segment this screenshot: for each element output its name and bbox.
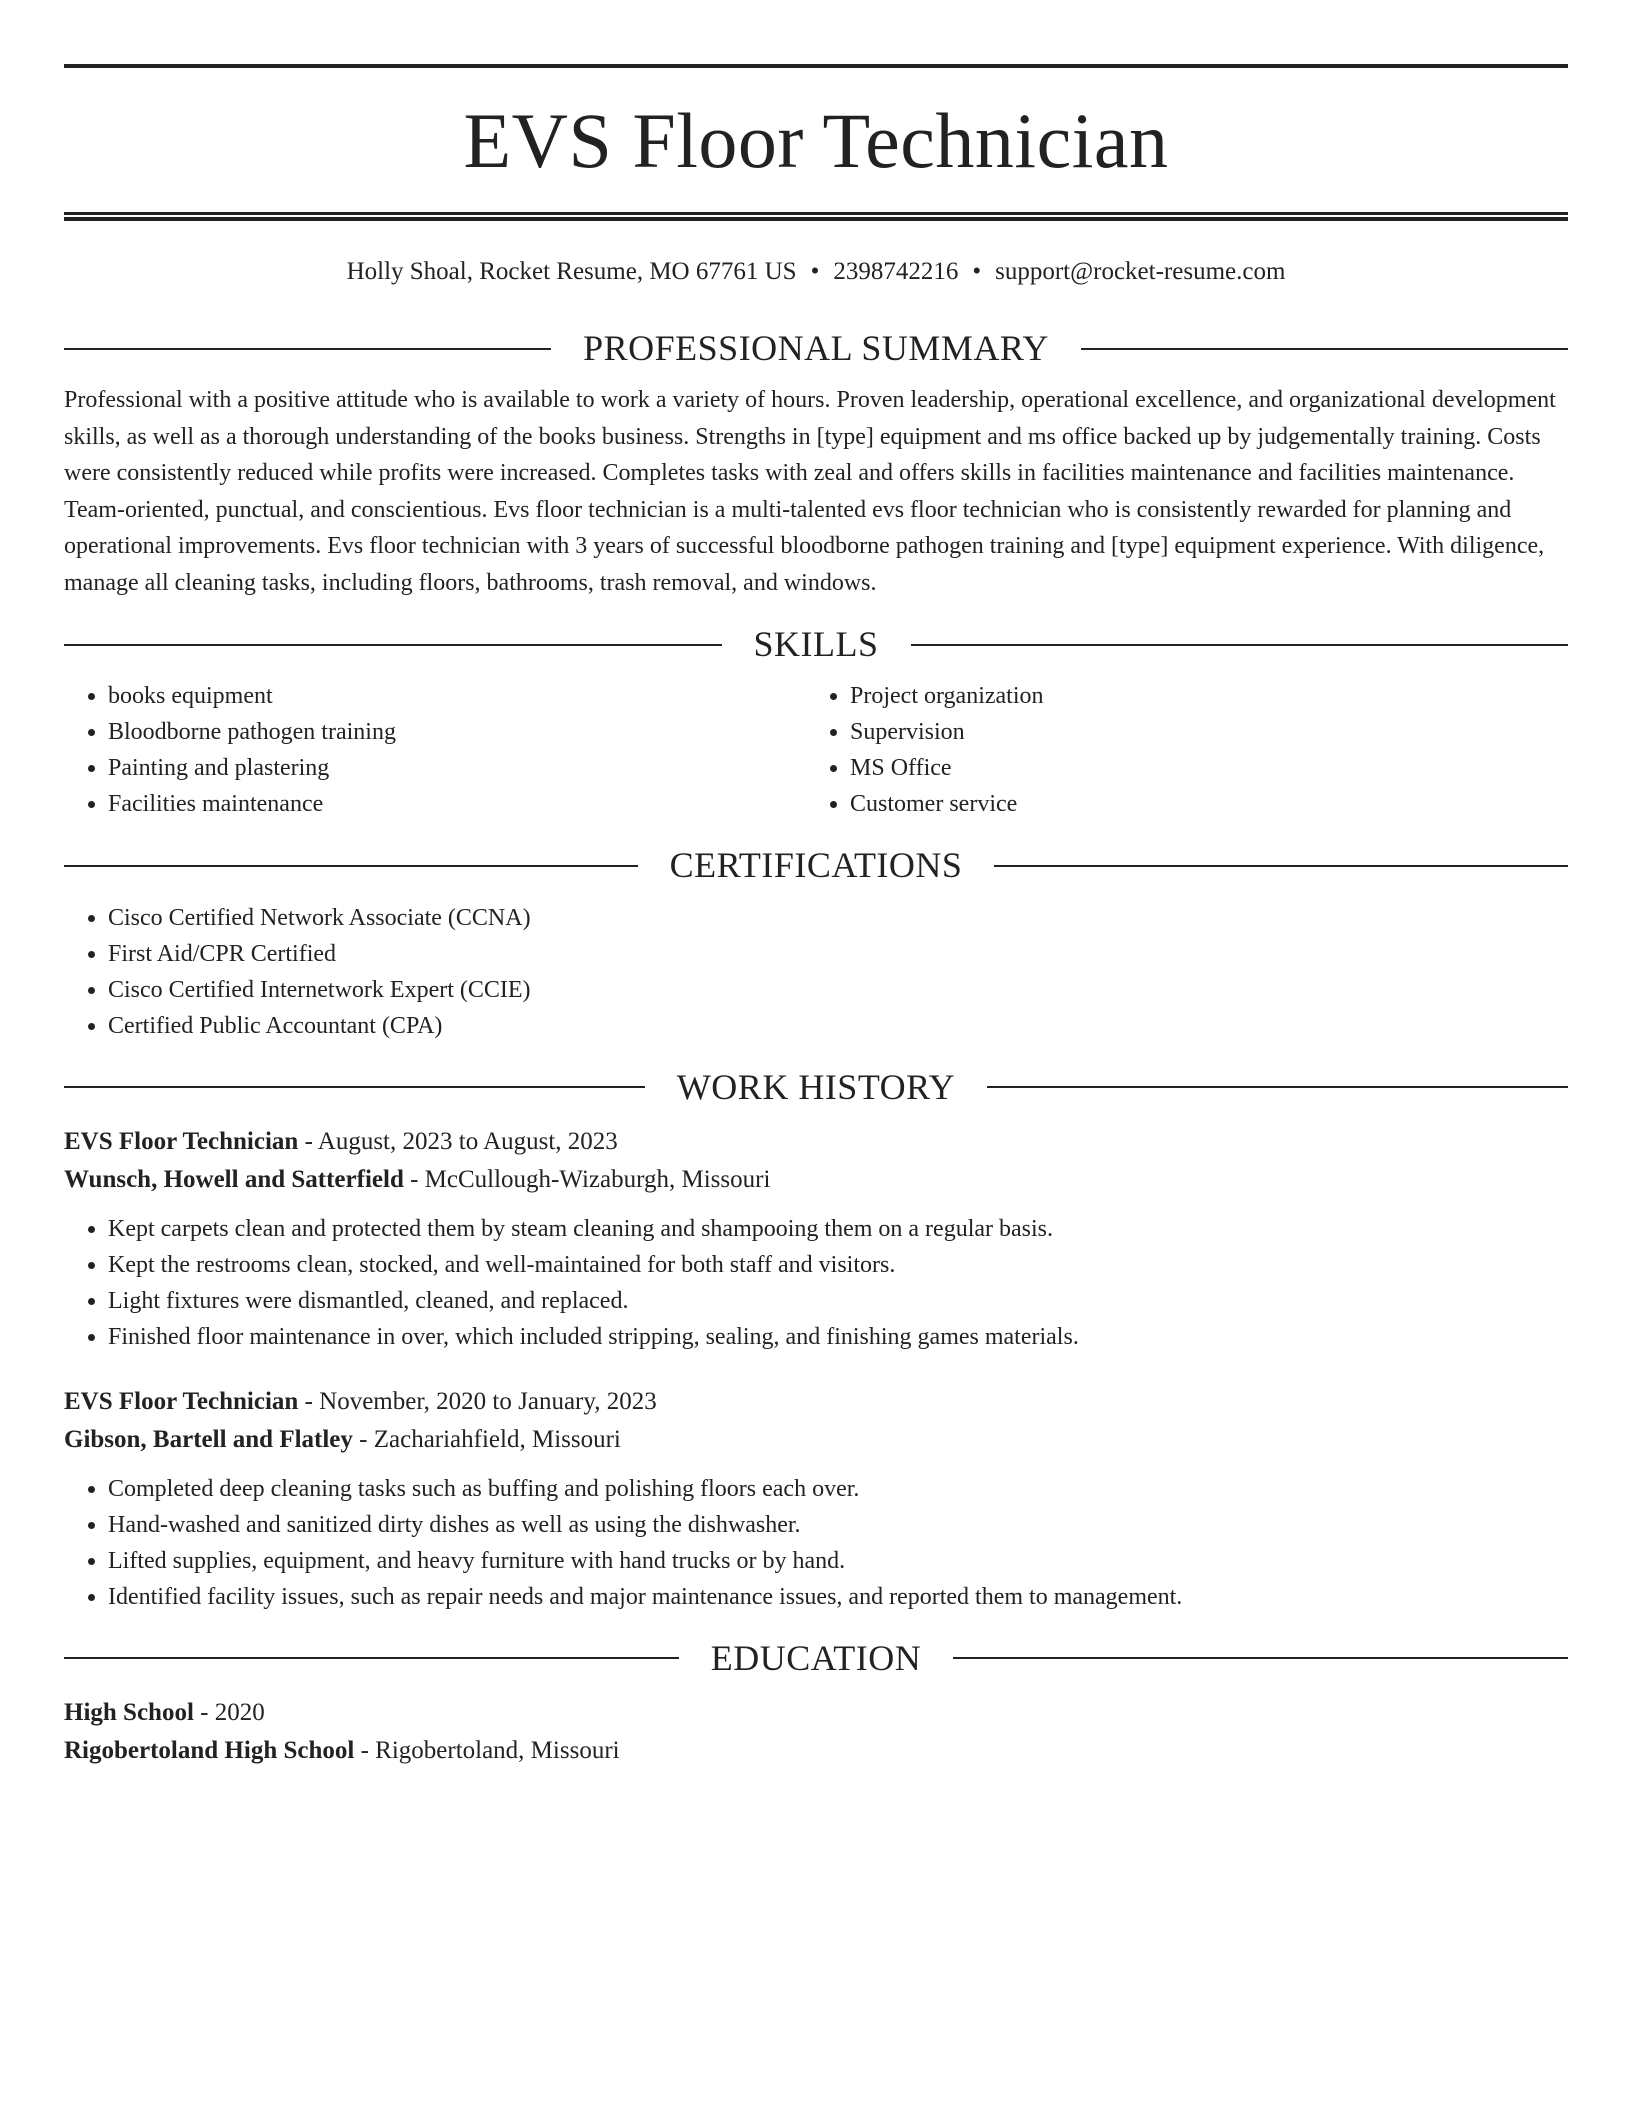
job-duty: • Lifted supplies, equipment, and heavy furniture with hand trucks or by hand. <box>108 1543 1568 1579</box>
job-duty: • Kept the restrooms clean, stocked, and well-maintained for both staff and visitors. <box>108 1247 1568 1283</box>
job-duties <box>64 1471 1568 1615</box>
job-role: EVS Floor Technician <box>64 1387 299 1415</box>
skills-list <box>64 666 1568 822</box>
heading-rule <box>64 865 638 867</box>
contact-separator: • <box>810 258 820 285</box>
skill-item: • Bloodborne pathogen training <box>108 714 806 750</box>
heading-rule <box>64 348 551 350</box>
summary-heading <box>64 327 1568 370</box>
heading-rule <box>911 644 1569 646</box>
job-title-line <box>64 1383 1568 1421</box>
top-rule <box>64 64 1568 68</box>
education-year: - 2020 <box>193 1698 265 1726</box>
skill-item: • Customer service <box>850 786 1548 822</box>
work-history-title: WORK HISTORY <box>676 1066 956 1107</box>
job-location: - Zachariahfield, Missouri <box>352 1425 621 1453</box>
education-title: EDUCATION <box>710 1637 922 1678</box>
education-school: Rigobertoland High School <box>64 1736 355 1764</box>
certifications-heading <box>64 844 1568 887</box>
certifications-title: CERTIFICATIONS <box>669 845 963 886</box>
contact-separator: • <box>972 258 982 285</box>
certification-item: • First Aid/CPR Certified <box>108 936 1568 972</box>
heading-rule <box>64 644 722 646</box>
job-duty: • Kept carpets clean and protected them by steam cleaning and shampooing them on a regular basis. <box>108 1211 1568 1247</box>
job-duty: • Identified facility issues, such as repair needs and major maintenance issues, and reported them to management. <box>108 1579 1568 1615</box>
job-company-line <box>64 1421 1568 1459</box>
resume-name: EVS Floor Technician <box>463 97 1169 184</box>
summary-title: PROFESSIONAL SUMMARY <box>583 328 1049 368</box>
contact-line <box>64 257 1568 287</box>
summary-text: Professional with a positive attitude who is available to work a variety of hours. Proven leadership, operational excellence, and organizational development skills, as well as a thorough understanding of the books business. Strengths in [type] equipment and ms office backed up by judgementally training. Costs were consistently reduced while profits were increased. Completes tasks with zeal and offers skills in facilities maintenance and facilities maintenance. Team-oriented, punctual, and conscientious. Evs floor technician is a multi-talented evs floor technician who is consistently rewarded for planning and operational improvements. Evs floor technician with 3 years of successful bloodborne pathogen training and [type] equipment experience. With diligence, manage all cleaning tasks, including floors, bathrooms, trash removal, and windows. <box>64 387 1556 596</box>
skill-item: • MS Office <box>850 750 1548 786</box>
job-location: - McCullough-Wizaburgh, Missouri <box>403 1165 771 1193</box>
skills-column-left <box>64 666 806 822</box>
education-location: - Rigobertoland, Missouri <box>354 1736 620 1764</box>
job-dates: - August, 2023 to August, 2023 <box>298 1127 618 1155</box>
education-entry <box>64 1694 1568 1770</box>
education-school-line <box>64 1732 1568 1770</box>
double-rule <box>64 212 1568 221</box>
job-entry <box>64 1123 1568 1355</box>
certification-item: • Cisco Certified Network Associate (CCNA) <box>108 900 1568 936</box>
heading-rule <box>64 1657 679 1659</box>
resume-page <box>64 64 1568 1770</box>
contact-address: Holly Shoal, Rocket Resume, MO 67761 US <box>346 258 797 285</box>
skills-column-right <box>806 666 1548 822</box>
certifications-list <box>64 900 1568 1044</box>
heading-rule <box>64 1086 645 1088</box>
job-duty: • Completed deep cleaning tasks such as buffing and polishing floors each over. <box>108 1471 1568 1507</box>
job-title-line <box>64 1123 1568 1161</box>
certification-item: • Cisco Certified Internetwork Expert (CCIE) <box>108 972 1568 1008</box>
job-duties <box>64 1211 1568 1355</box>
certification-item: • Certified Public Accountant (CPA) <box>108 1008 1568 1044</box>
job-company: Wunsch, Howell and Satterfield <box>64 1165 404 1193</box>
job-duty: • Light fixtures were dismantled, cleaned, and replaced. <box>108 1283 1568 1319</box>
heading-rule <box>987 1086 1568 1088</box>
skill-item: • Painting and plastering <box>108 750 806 786</box>
skills-title: SKILLS <box>753 624 879 665</box>
skill-item: • Project organization <box>850 678 1548 714</box>
job-entry <box>64 1383 1568 1615</box>
education-degree-line <box>64 1694 1568 1732</box>
job-duty: • Hand-washed and sanitized dirty dishes as well as using the dishwasher. <box>108 1507 1568 1543</box>
job-company-line <box>64 1161 1568 1199</box>
skill-item: • Supervision <box>850 714 1548 750</box>
skills-heading <box>64 623 1568 666</box>
job-duty: • Finished floor maintenance in over, which included stripping, sealing, and finishing games materials. <box>108 1319 1568 1355</box>
education-heading <box>64 1637 1568 1680</box>
heading-rule <box>994 865 1568 867</box>
job-company: Gibson, Bartell and Flatley <box>64 1425 353 1453</box>
work-history-heading <box>64 1066 1568 1109</box>
contact-email: support@rocket-resume.com <box>995 258 1286 285</box>
job-role: EVS Floor Technician <box>64 1127 299 1155</box>
heading-rule <box>953 1657 1568 1659</box>
heading-rule <box>1081 348 1568 350</box>
job-dates: - November, 2020 to January, 2023 <box>298 1387 657 1415</box>
education-degree: High School <box>64 1698 194 1726</box>
skill-item: • Facilities maintenance <box>108 786 806 822</box>
contact-phone: 2398742216 <box>833 258 959 285</box>
skill-item: • books equipment <box>108 678 806 714</box>
